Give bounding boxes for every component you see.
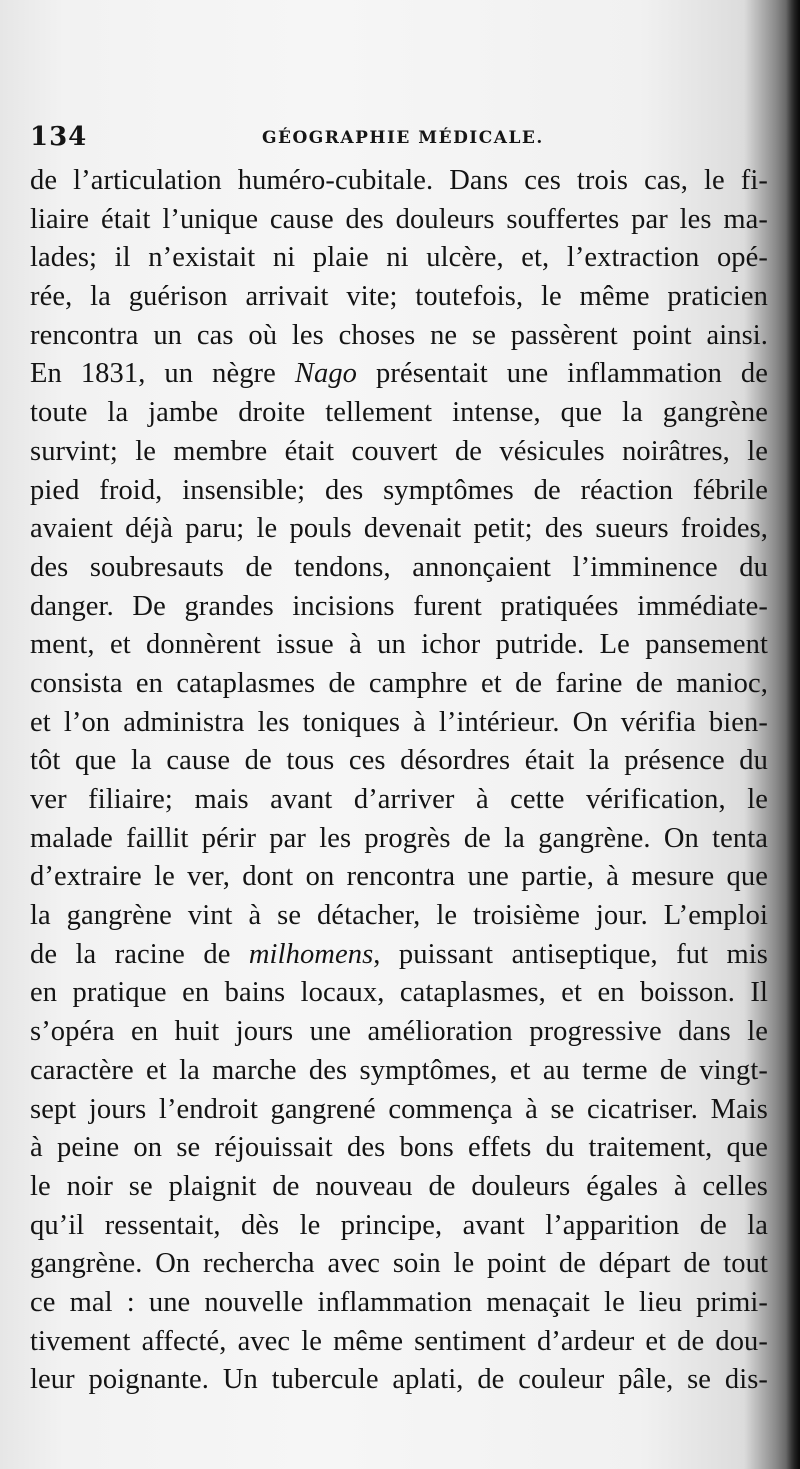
- text-run: survint; le membre était couvert de vésicules noirâtres, le: [30, 435, 768, 467]
- text-line: [30, 781, 768, 820]
- page-header: [30, 122, 760, 162]
- text-run: s’opéra en huit jours une amélioration progressive dans le: [30, 1016, 768, 1048]
- text-run: danger. De grandes incisions furent pratiquées immédiate-: [30, 590, 768, 622]
- text-run: présentait une inflammation de: [357, 358, 768, 390]
- text-line: [30, 1052, 768, 1091]
- text-line: [30, 704, 768, 743]
- text-run: en pratique en bains locaux, cataplasmes, et en boisson. Il: [30, 977, 768, 1009]
- text-line: [30, 588, 768, 627]
- text-line: [30, 858, 768, 897]
- text-run: des soubresauts de tendons, annonçaient l’imminence du: [30, 551, 768, 583]
- text-line: [30, 1168, 768, 1207]
- text-line: [30, 936, 768, 975]
- text-line: [30, 626, 768, 665]
- text-line: [30, 820, 768, 859]
- text-line: [30, 162, 768, 201]
- text-line: [30, 1323, 768, 1362]
- text-line: [30, 1361, 768, 1400]
- text-line: [30, 549, 768, 588]
- text-line: [30, 433, 768, 472]
- running-head: GÉOGRAPHIE MÉDICALE.: [262, 128, 544, 148]
- text-run: gangrène. On rechercha avec soin le point de départ de tout: [30, 1248, 768, 1280]
- text-line: [30, 1129, 768, 1168]
- text-run: caractère et la marche des symptômes, et au terme de vingt-: [30, 1054, 768, 1086]
- text-line: [30, 472, 768, 511]
- text-run: pied froid, insensible; des symptômes de réaction fébrile: [30, 474, 768, 506]
- text-line: [30, 394, 768, 433]
- text-line: [30, 1245, 768, 1284]
- text-line: [30, 201, 768, 240]
- body-text: [30, 162, 770, 1400]
- text-run: tivement affecté, avec le même sentiment d’ardeur et de dou-: [30, 1325, 768, 1357]
- text-run: liaire était l’unique cause des douleurs souffertes par les ma-: [30, 203, 768, 235]
- text-run: et l’on administra les toniques à l’intérieur. On vérifia bien-: [30, 706, 768, 738]
- text-line: [30, 278, 768, 317]
- text-run: de la racine de: [30, 938, 249, 970]
- text-line: [30, 665, 768, 704]
- text-run: leur poignante. Un tubercule aplati, de couleur pâle, se dis-: [30, 1364, 768, 1396]
- text-line: [30, 742, 768, 781]
- text-run: la gangrène vint à se détacher, le troisième jour. L’emploi: [30, 900, 768, 932]
- text-line: [30, 897, 768, 936]
- text-run: consista en cataplasmes de camphre et de farine de manioc,: [30, 667, 768, 699]
- text-run: rencontra un cas où les choses ne se passèrent point ainsi.: [30, 319, 768, 351]
- text-run: ver filiaire; mais avant d’arriver à cette vérification, le: [30, 784, 768, 815]
- text-run: qu’il ressentait, dès le principe, avant l’apparition de la: [30, 1209, 768, 1241]
- text-run: tôt que la cause de tous ces désordres était la présence du: [30, 745, 768, 777]
- text-run: lades; il n’existait ni plaie ni ulcère, et, l’extraction opé-: [30, 242, 768, 274]
- text-line: [30, 239, 768, 278]
- text-run: ment, et donnèrent issue à un ichor putride. Le pansement: [30, 629, 768, 661]
- text-run: rée, la guérison arrivait vite; toutefois, le même praticien: [30, 281, 768, 313]
- text-run: , puissant antiseptique, fut mis: [373, 938, 768, 970]
- text-line: [30, 974, 768, 1013]
- page-number: 134: [30, 122, 88, 152]
- text-line: [30, 510, 768, 549]
- text-line: [30, 355, 768, 394]
- text-run: malade faillit périr par les progrès de la gangrène. On tenta: [30, 822, 768, 854]
- text-run: ce mal : une nouvelle inflammation menaçait le lieu primi-: [30, 1286, 768, 1318]
- text-line: [30, 317, 768, 356]
- italic-term: milhomens: [248, 938, 374, 970]
- text-run: En 1831, un nègre: [30, 358, 295, 390]
- text-line: [30, 1091, 768, 1130]
- text-line: [30, 1284, 768, 1323]
- text-run: de l’articulation huméro-cubitale. Dans ces trois cas, le fi-: [30, 165, 768, 196]
- text-run: le noir se plaignit de nouveau de douleurs égales à celles: [30, 1170, 768, 1202]
- text-run: à peine on se réjouissait des bons effets du traitement, que: [30, 1132, 768, 1164]
- text-line: [30, 1207, 768, 1246]
- text-run: d’extraire le ver, dont on rencontra une partie, à mesure que: [30, 861, 768, 893]
- text-run: avaient déjà paru; le pouls devenait petit; des sueurs froides,: [30, 513, 768, 545]
- text-run: sept jours l’endroit gangrené commença à se cicatriser. Mais: [30, 1093, 768, 1125]
- text-run: toute la jambe droite tellement intense, que la gangrène: [30, 397, 768, 429]
- text-line: [30, 1013, 768, 1052]
- italic-term: Nago: [294, 358, 358, 390]
